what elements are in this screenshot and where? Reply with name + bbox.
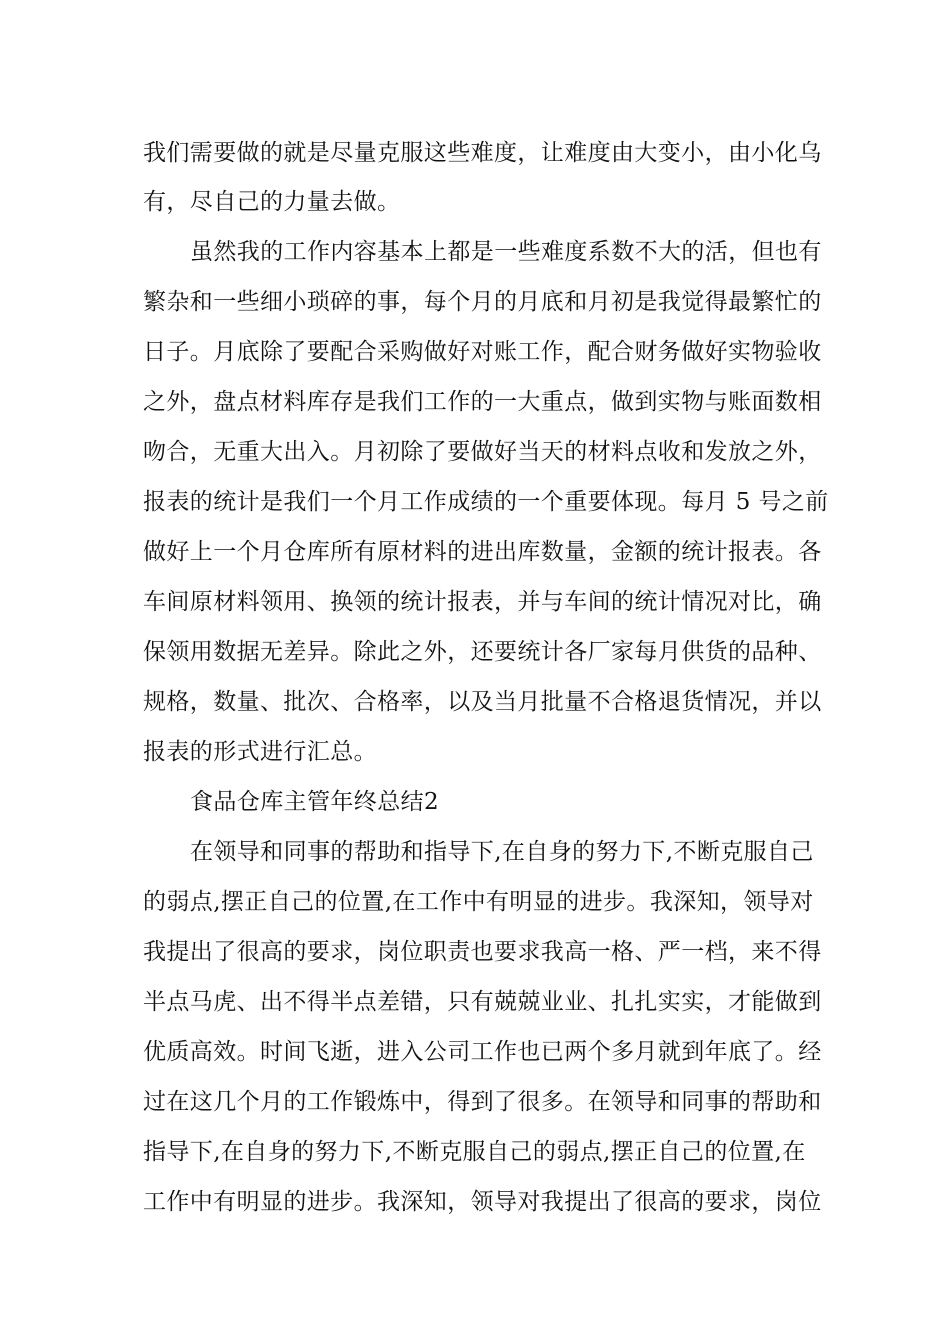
paragraph-start-line: 虽然我的工作内容基本上都是一些难度系数不大的活，但也有	[190, 239, 822, 265]
text-line: 过在这几个月的工作锻炼中，得到了很多。在领导和同事的帮助和	[143, 1089, 822, 1115]
text-line: 规格，数量、批次、合格率，以及当月批量不合格退货情况，并以	[143, 689, 822, 715]
text-line: 报表的统计是我们一个月工作成绩的一个重要体现。每月 5 号之前	[143, 489, 829, 515]
text-line: 有，尽自己的力量去做。	[143, 189, 401, 215]
paragraph-start-line: 在领导和同事的帮助和指导下,在自身的努力下,不断克服自己	[190, 839, 814, 865]
text-line: 的弱点,摆正自己的位置,在工作中有明显的进步。我深知，领导对	[143, 889, 814, 915]
section-heading: 食品仓库主管年终总结2	[190, 789, 440, 815]
text-line: 优质高效。时间飞逝，进入公司工作也已两个多月就到年底了。经	[143, 1039, 822, 1065]
text-line: 日子。月底除了要配合采购做好对账工作，配合财务做好实物验收	[143, 339, 822, 365]
text-line: 车间原材料领用、换领的统计报表，并与车间的统计情况对比，确	[143, 589, 822, 615]
text-line: 报表的形式进行汇总。	[143, 739, 377, 765]
text-line: 之外，盘点材料库存是我们工作的一大重点，做到实物与账面数相	[143, 389, 822, 415]
text-line: 指导下,在自身的努力下,不断克服自己的弱点,摆正自己的位置,在	[143, 1139, 806, 1165]
text-line: 半点马虎、出不得半点差错，只有兢兢业业、扎扎实实，才能做到	[143, 989, 822, 1015]
text-line: 工作中有明显的进步。我深知，领导对我提出了很高的要求，岗位	[143, 1189, 822, 1215]
text-line: 吻合，无重大出入。月初除了要做好当天的材料点收和发放之外，	[143, 439, 822, 465]
text-line: 我们需要做的就是尽量克服这些难度，让难度由大变小，由小化乌	[143, 140, 822, 166]
text-line: 我提出了很高的要求，岗位职责也要求我高一格、严一档，来不得	[143, 939, 822, 965]
text-line: 保领用数据无差异。除此之外，还要统计各厂家每月供货的品种、	[143, 639, 822, 665]
text-line: 做好上一个月仓库所有原材料的进出库数量，金额的统计报表。各	[143, 539, 822, 565]
text-line: 繁杂和一些细小琐碎的事，每个月的月底和月初是我觉得最繁忙的	[143, 289, 822, 315]
